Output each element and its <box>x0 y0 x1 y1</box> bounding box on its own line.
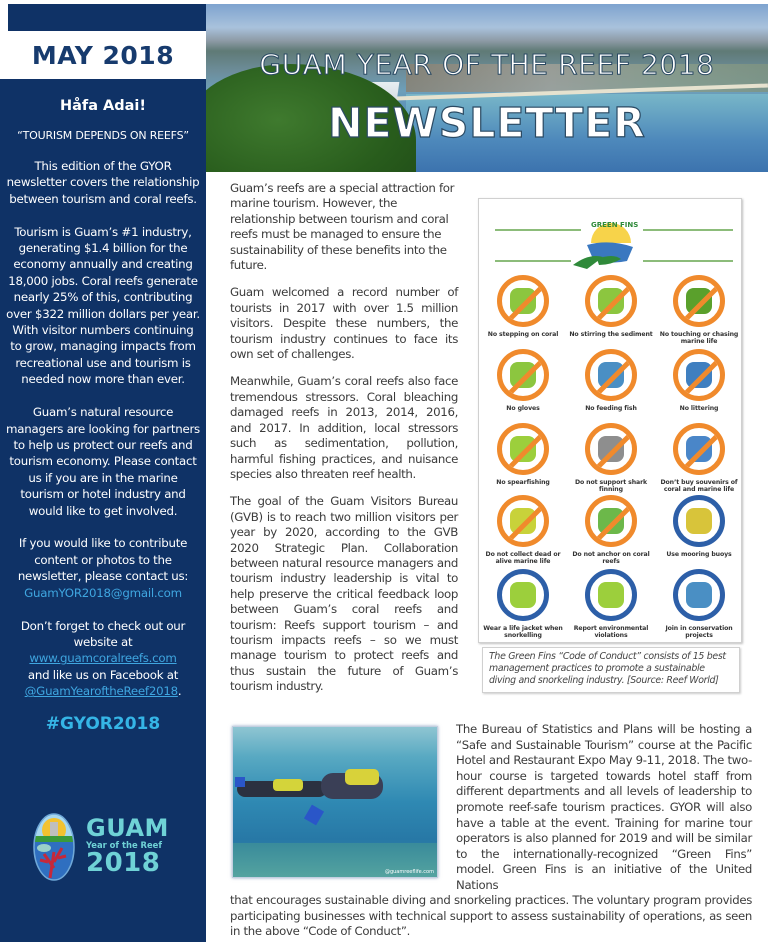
article-paragraph-3: Meanwhile, Guam’s coral reefs also face tremendous stressors. Coral bleaching damaged reefs in 2013, 2014, 2016, and 2017. In addition, local stressors such as sedimentation, pollution, harmful fishing practices, and nuisance species also threaten reef health. <box>230 374 458 481</box>
issue-month-title: MAY 2018 <box>31 40 175 70</box>
code-of-conduct-label: Do not anchor on coral reefs <box>572 551 650 566</box>
prohibited-badge-icon <box>673 423 725 475</box>
website-link[interactable]: www.guamcoralreefs.com <box>29 651 177 666</box>
green-fins-figure <box>478 198 742 643</box>
figure-caption: The Green Fins “Code of Conduct” consists of 15 best management practices to promote a sustainable diving and snorkeling industry. [Source: Reef World] <box>482 647 740 693</box>
encourage-badge-icon <box>673 569 725 621</box>
prohibited-badge-icon <box>497 349 549 401</box>
code-of-conduct-label: Join in conservation projects <box>665 625 733 640</box>
website-text: Don’t forget to check out our website at <box>20 618 186 649</box>
code-of-conduct-label: Don’t buy souvenirs of coral and marine life <box>660 479 738 494</box>
hashtag: #GYOR2018 <box>45 714 161 735</box>
photo-fin <box>304 805 324 826</box>
code-of-conduct-label: Do not support shark finning <box>574 479 648 494</box>
event-article-bottom: that encourages sustainable diving and snorkeling practices. The voluntary program provides participating businesses with technical support to assess sustainability of operations, as seen in the above “Code of Conduct”. <box>230 893 752 939</box>
prohibited-badge-icon <box>497 275 549 327</box>
photo-life-vest <box>345 769 379 785</box>
code-of-conduct-item <box>655 495 743 558</box>
code-of-conduct-item <box>655 349 743 412</box>
logo-line-year: Year of the Reef <box>86 840 162 850</box>
code-of-conduct-label: Do not collect dead or alive marine life <box>485 551 561 566</box>
article-column <box>230 181 458 707</box>
website-block <box>6 618 200 700</box>
month-box <box>0 31 206 79</box>
prohibited-badge-icon <box>497 495 549 547</box>
sidebar <box>0 0 206 942</box>
article-paragraph-2: Guam welcomed a record number of tourists in 2017 with over 1.5 million visitors. Despite these numbers, the tourism industry continues to face its own set of challenges. <box>230 285 458 362</box>
facebook-link[interactable]: @GuamYearoftheReef2018 <box>24 684 178 699</box>
prohibited-badge-icon <box>585 275 637 327</box>
sidebar-body <box>0 79 206 733</box>
code-of-conduct-label: No stepping on coral <box>487 331 559 338</box>
divider-line <box>495 260 571 262</box>
prohibited-badge-icon <box>585 495 637 547</box>
prohibited-badge-icon <box>673 275 725 327</box>
motto: “TOURISM DEPENDS ON REEFS” <box>17 129 189 143</box>
code-of-conduct-label: No spearfishing <box>496 479 550 486</box>
divider-line <box>643 260 733 262</box>
code-of-conduct-item <box>479 495 567 566</box>
code-of-conduct-item <box>567 349 655 412</box>
contribute-block <box>6 535 200 601</box>
code-of-conduct-item <box>567 495 655 566</box>
code-of-conduct-item <box>567 569 655 640</box>
article-paragraph-4: The goal of the Guam Visitors Bureau (GVB) is to reach two million visitors per year by 2020, according to the GVB 2020 Strategic Plan. Collaboration between natural resource managers and tourism industry leadership is vital to help preserve the critical feedback loop between Guam’s coral reefs and tourism: Reefs support tourism – and tourism impacts reefs – so we must manage tourism to protect reefs and thus sustain the future of Guam’s tourism industry. <box>230 494 458 694</box>
photo-credit: @guamreeflife.com <box>384 869 434 875</box>
prohibited-badge-icon <box>585 349 637 401</box>
code-of-conduct-label: No feeding fish <box>585 405 637 412</box>
logo-wordmark <box>86 816 169 876</box>
code-of-conduct-item <box>655 275 743 346</box>
code-of-conduct-item <box>655 423 743 494</box>
code-of-conduct-item <box>479 349 567 412</box>
code-of-conduct-label: Report environmental violations <box>573 625 649 640</box>
prohibited-badge-icon <box>497 423 549 475</box>
code-of-conduct-label: No littering <box>679 405 719 412</box>
event-article-top: The Bureau of Statistics and Plans will be hosting a “Safe and Sustainable Tourism” course at the Pacific Hotel and Restaurant Expo May 9-11, 2018. The two-hour course is targeted towards hotel staff from different departments and all levels of leadership to promote reef-safe tourism practices. GYOR will also have a table at the event. Training for marine tour operators is also planned for 2019 and will be similar to the internationally-recognized “Green Fins” model. Green Fins is an initiative of the United Nations <box>456 722 752 892</box>
code-of-conduct-item <box>479 423 567 486</box>
facebook-text: and like us on Facebook at <box>27 667 179 682</box>
code-of-conduct-item <box>655 569 743 640</box>
divider-line <box>643 229 733 231</box>
logo-fish <box>37 844 51 852</box>
facebook-end: . <box>177 684 182 699</box>
logo-line-guam: GUAM <box>86 814 169 842</box>
green-fins-logo-icon <box>569 213 649 273</box>
newsletter-title: GUAM YEAR OF THE REEF 2018 <box>259 48 715 81</box>
newsletter-subtitle: NEWSLETTER <box>328 99 646 147</box>
code-of-conduct-label: No stirring the sediment <box>569 331 653 338</box>
article-paragraph-1: Guam’s reefs are a special attraction for marine tourism. However, the relationship between tourism and coral reefs must be managed to ensure the sustainability of these benefits into the future. <box>230 181 455 273</box>
snorkelers-photo <box>232 726 438 878</box>
encourage-badge-icon <box>497 569 549 621</box>
practice-illustration-icon <box>686 508 712 534</box>
practice-illustration-icon <box>598 582 624 608</box>
logo-line-2018: 2018 <box>86 848 161 878</box>
code-of-conduct-item <box>479 569 567 640</box>
encourage-badge-icon <box>585 569 637 621</box>
code-of-conduct-label: Use mooring buoys <box>666 551 732 558</box>
code-of-conduct-label: No gloves <box>506 405 540 412</box>
contribute-text: If you would like to contribute content or photos to the newsletter, please contact us: <box>17 536 189 584</box>
intro-text: This edition of the GYOR newsletter covers the relationship between tourism and coral reefs. <box>6 158 200 206</box>
email-link[interactable]: GuamYOR2018@gmail.com <box>24 585 182 600</box>
code-of-conduct-item <box>567 423 655 494</box>
practice-illustration-icon <box>510 582 536 608</box>
logo-land <box>32 836 76 842</box>
sidebar-top-bar <box>8 4 206 31</box>
greeting: Håfa Adai! <box>59 98 147 114</box>
practice-illustration-icon <box>686 582 712 608</box>
green-fins-logo-text: GREEN FINS <box>591 221 639 229</box>
prohibited-badge-icon <box>585 423 637 475</box>
sidebar-left-gap <box>0 0 8 31</box>
logo-latte-stone <box>50 822 58 836</box>
tourism-stats-text: Tourism is Guam’s #1 industry, generating $1.4 billion for the economy annually and creating 18,000 jobs. Coral reefs generate nearly 25% of this, contributing over $322 million dollars per year. With visitor numbers continuing to grow, managing impacts from recreational use and tourism is needed now more than ever. <box>6 224 200 387</box>
code-of-conduct-item <box>567 275 655 338</box>
prohibited-badge-icon <box>673 349 725 401</box>
partners-text: Guam’s natural resource managers are looking for partners to help us protect our reefs and tourism economy. Please contact us if you are in the marine tourism or hotel industry and would like to get involved. <box>6 405 200 518</box>
code-of-conduct-item <box>479 275 567 338</box>
photo-life-vest <box>273 779 303 791</box>
code-of-conduct-label: No touching or chasing marine life <box>659 331 739 346</box>
code-of-conduct-label: Wear a life jacket when snorkelling <box>483 625 563 640</box>
photo-fin <box>235 777 245 787</box>
header-banner <box>206 4 768 172</box>
encourage-badge-icon <box>673 495 725 547</box>
